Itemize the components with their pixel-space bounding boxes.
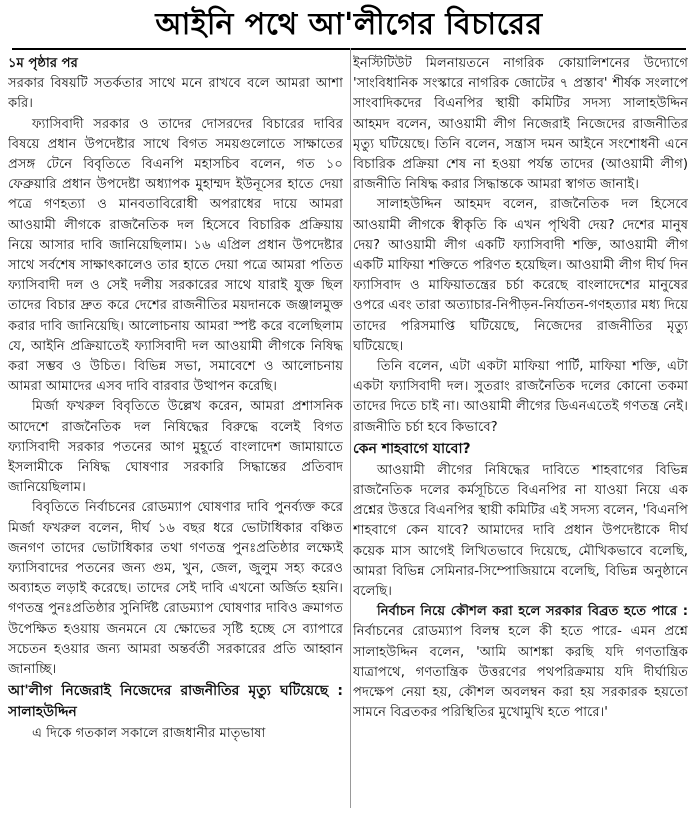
inline-subhead: নির্বাচন নিয়ে কৌশল করা হলে সরকার বিব্রত হতে পারে :: [377, 604, 688, 620]
paragraph: সালাহউদ্দিন আহমদ বলেন, রাজনৈতিক দল হিসেবে আওয়ামী লীগকে স্বীকৃতি কি এখন পৃথিবী দেয়? দেশের মানুষ দেয়? আওয়ামী লীগ একটি ফ্যাসিবাদী শক্তি, আওয়ামী লীগ একটি মাফিয়া শক্তিতে পরিণত হয়েছিল। আওয়ামী লীগ দীর্ঘ দিন ফ্যাসিবাদ ও মাফিয়াতন্ত্রের চর্চা করেছে বাংলাদেশের মানুষের ওপরে এবং তারা অত্যাচার-নিপীড়ন-নির্যাতন-গণহত্যার মধ্য দিয়ে তাদের পরিসমাপ্তি ঘটিয়েছে, নিজেদের রাজনীতির মৃত্যু ঘটিয়েছে।: [353, 197, 688, 354]
column-right: [353, 54, 688, 814]
paragraph: ইনস্টিটিউট মিলনায়তনে নাগরিক কোয়ালিশনের উদ্যোগে 'সাংবিধানিক সংস্কারে নাগরিক জোটের ৭ প্রস্তাব' শীর্ষক সংলাপে সাংবাদিকদের বিএনপির স্থায়ী কমিটির সদস্য সালাহউদ্দিন আহমদ বলেন, আওয়ামী লীগ নিজেরাই নিজেদের রাজনীতির মৃত্যু ঘটিয়েছে। তিনি বলেন, সন্ত্রাস দমন আইনে সংশোধনী এনে বিচারিক প্রক্রিয়া শেষ না হওয়া পর্যন্ত তাদের (আওয়ামী লীগ) রাজনীতি নিষিদ্ধ করার সিদ্ধান্তকে আমরা স্বাগত জানাই।: [353, 56, 688, 193]
paragraph-text: নির্বাচনের রোডম্যাপ বিলম্ব হলে কী হতে পারে- এমন প্রশ্নে সালাহউদ্দিন বলেন, 'আমি আশঙ্কা করছি যদি গণতান্ত্রিক যাত্রাপথে, গণতান্ত্রিক উত্তরণের পথপরিক্রমায় যদি দীর্ঘায়িত পদক্ষেপ নেয়া হয়, কৌশল অবলম্বন করা হয় সরকারক হয়তো সামনে বিব্রতকর পরিস্থিতির মুখোমুখি হতে পারে।': [353, 624, 688, 721]
section-subhead: আ'লীগ নিজেরাই নিজেদের রাজনীতির মৃত্যু ঘটিয়েছে : সালাহউদ্দিন: [8, 683, 343, 721]
headline: আইনি পথে আ'লীগের বিচারের: [155, 7, 543, 42]
paragraph-with-subhead: [353, 602, 688, 723]
paragraph: ফ্যাসিবাদী সরকার ও তাদের দোসরদের বিচারের দাবির বিষয়ে প্রধান উপদেষ্টার সাথে বিগত সময়গুলোতে সাক্ষাতের প্রসঙ্গ টেনে বিবৃতিতে বিএনপি মহাসচিব বলেন, গত ১০ ফেব্রুয়ারি প্রধান উপদেষ্টা অধ্যাপক মুহাম্মদ ইউনূসের হাতে দেয়া পত্রে গণহত্যা ও মানবতাবিরোধী অপরাধের দায়ে আমরা আওয়ামী লীগকে রাজনৈতিক দল হিসেবে বিচারিক প্রক্রিয়ায় নিয়ে আসার দাবি জানিয়েছিলাম। ১৬ এপ্রিল প্রধান উপদেষ্টার সাথে সর্বশেষ সাক্ষাৎকালেও তার হাতে দেয়া পত্রে আমরা পতিত ফ্যাসিবাদী দল ও সেই দলীয় সরকারের সাথে যারাই যুক্ত ছিল তাদের বিচার দ্রুত করে দেশের রাজনীতির ময়দানকে জঞ্জালমুক্ত করার দাবি জানিয়েছি। আলোচনায় আমরা স্পষ্ট করে বলেছিলাম যে, আইনি প্রক্রিয়াতেই ফ্যাসিবাদী দল আওয়ামী লীগকে নিষিদ্ধ করা সম্ভব ও উচিত। বিভিন্ন সভা, সমাবেশে ও আলোচনায় আমরা আমাদের এসব দাবি বারবার উত্থাপন করেছি।: [8, 116, 343, 395]
paragraph: এ দিকে গতকাল সকালে রাজধানীর মাতৃভাষা: [32, 726, 266, 742]
paragraph: তিনি বলেন, এটা একটা মাফিয়া পার্টি, মাফিয়া শক্তি, এটা একটা ফ্যাসিবাদী দল। সুতরাং রাজনৈতিক দলের কোনো তকমা তাদের দিতে চাই না। আওয়ামী লীগের ডিএনএতেই গণতন্ত্র নেই। রাজনীতি চর্চা হবে কিভাবে?: [353, 359, 688, 435]
continued-from-label: ১ম পৃষ্ঠার পর: [8, 56, 78, 71]
paragraph: সরকার বিষয়টি সতর্কতার সাথে মনে রাখবে বলে আমরা আশা করি।: [8, 76, 343, 112]
paragraph: আওয়ামী লীগের নিষিদ্ধের দাবিতে শাহবাগের বিভিন্ন রাজনৈতিক দলের কর্মসূচিতে বিএনপির না যাওয়া নিয়ে এক প্রশ্নের উত্তরে বিএনপির স্থায়ী কমিটির এই সদস্য বলেন, 'বিএনপি শাহবাগে কেন যাবে? আমাদের দাবি প্রধান উপদেষ্টাকে দীর্ঘ কয়েক মাস আগেই লিখিতভাবে দিয়েছে, মৌখিকভাবে বলেছি, আমরা বিভিন্ন সেমিনার-সিম্পোজিয়ামে বলেছি, বিভিন্ন অনুষ্ঠানে বলেছি।: [353, 462, 688, 600]
article-columns: [8, 54, 690, 814]
paragraph: বিবৃতিতে নির্বাচনের রোডম্যাপ ঘোষণার দাবি পুনর্ব্যক্ত করে মির্জা ফখরুল বলেন, দীর্ঘ ১৬ বছর ধরে ভোটাধিকার বঞ্চিত জনগণ তাদের ভোটাধিকার তথা গণতন্ত্র পুনঃপ্রতিষ্ঠার লক্ষ্যেই ফ্যাসিবাদের পতনের জন্য গুম, খুন, জেল, জুলুম সহ্য করেও অব্যাহত লড়াই করেছে। তাদের সেই দাবি এখনো অর্জিত হয়নি। গণতন্ত্র পুনঃপ্রতিষ্ঠার সুনির্দিষ্ট রোডম্যাপ ঘোষণার দাবিও ক্রমাগত উপেক্ষিত হওয়ায় জনমনে যে ক্ষোভের সৃষ্টি হচ্ছে সে ব্যাপারে সচেতন হওয়ার জন্য আমরা অন্তর্বর্তী সরকারের প্রতি আহ্বান জানাচ্ছি।: [8, 500, 343, 678]
paragraph: মির্জা ফখরুল বিবৃতিতে উল্লেখ করেন, আমরা প্রশাসনিক আদেশে রাজনৈতিক দল নিষিদ্ধের বিরুদ্ধে বলেই বিগত ফ্যাসিবাদী সরকার পতনের আগ মুহূর্তে বাংলাদেশ জামায়াতে ইসলামীকে নিষিদ্ধ ঘোষণার সরকারি সিদ্ধান্তের প্রতিবাদ জানিয়েছিলাম।: [8, 399, 343, 496]
headline-rule: [12, 48, 686, 50]
column-divider: [350, 48, 351, 808]
section-subhead: কেন শাহবাগে যাবো?: [353, 440, 471, 457]
column-left: [8, 54, 343, 814]
